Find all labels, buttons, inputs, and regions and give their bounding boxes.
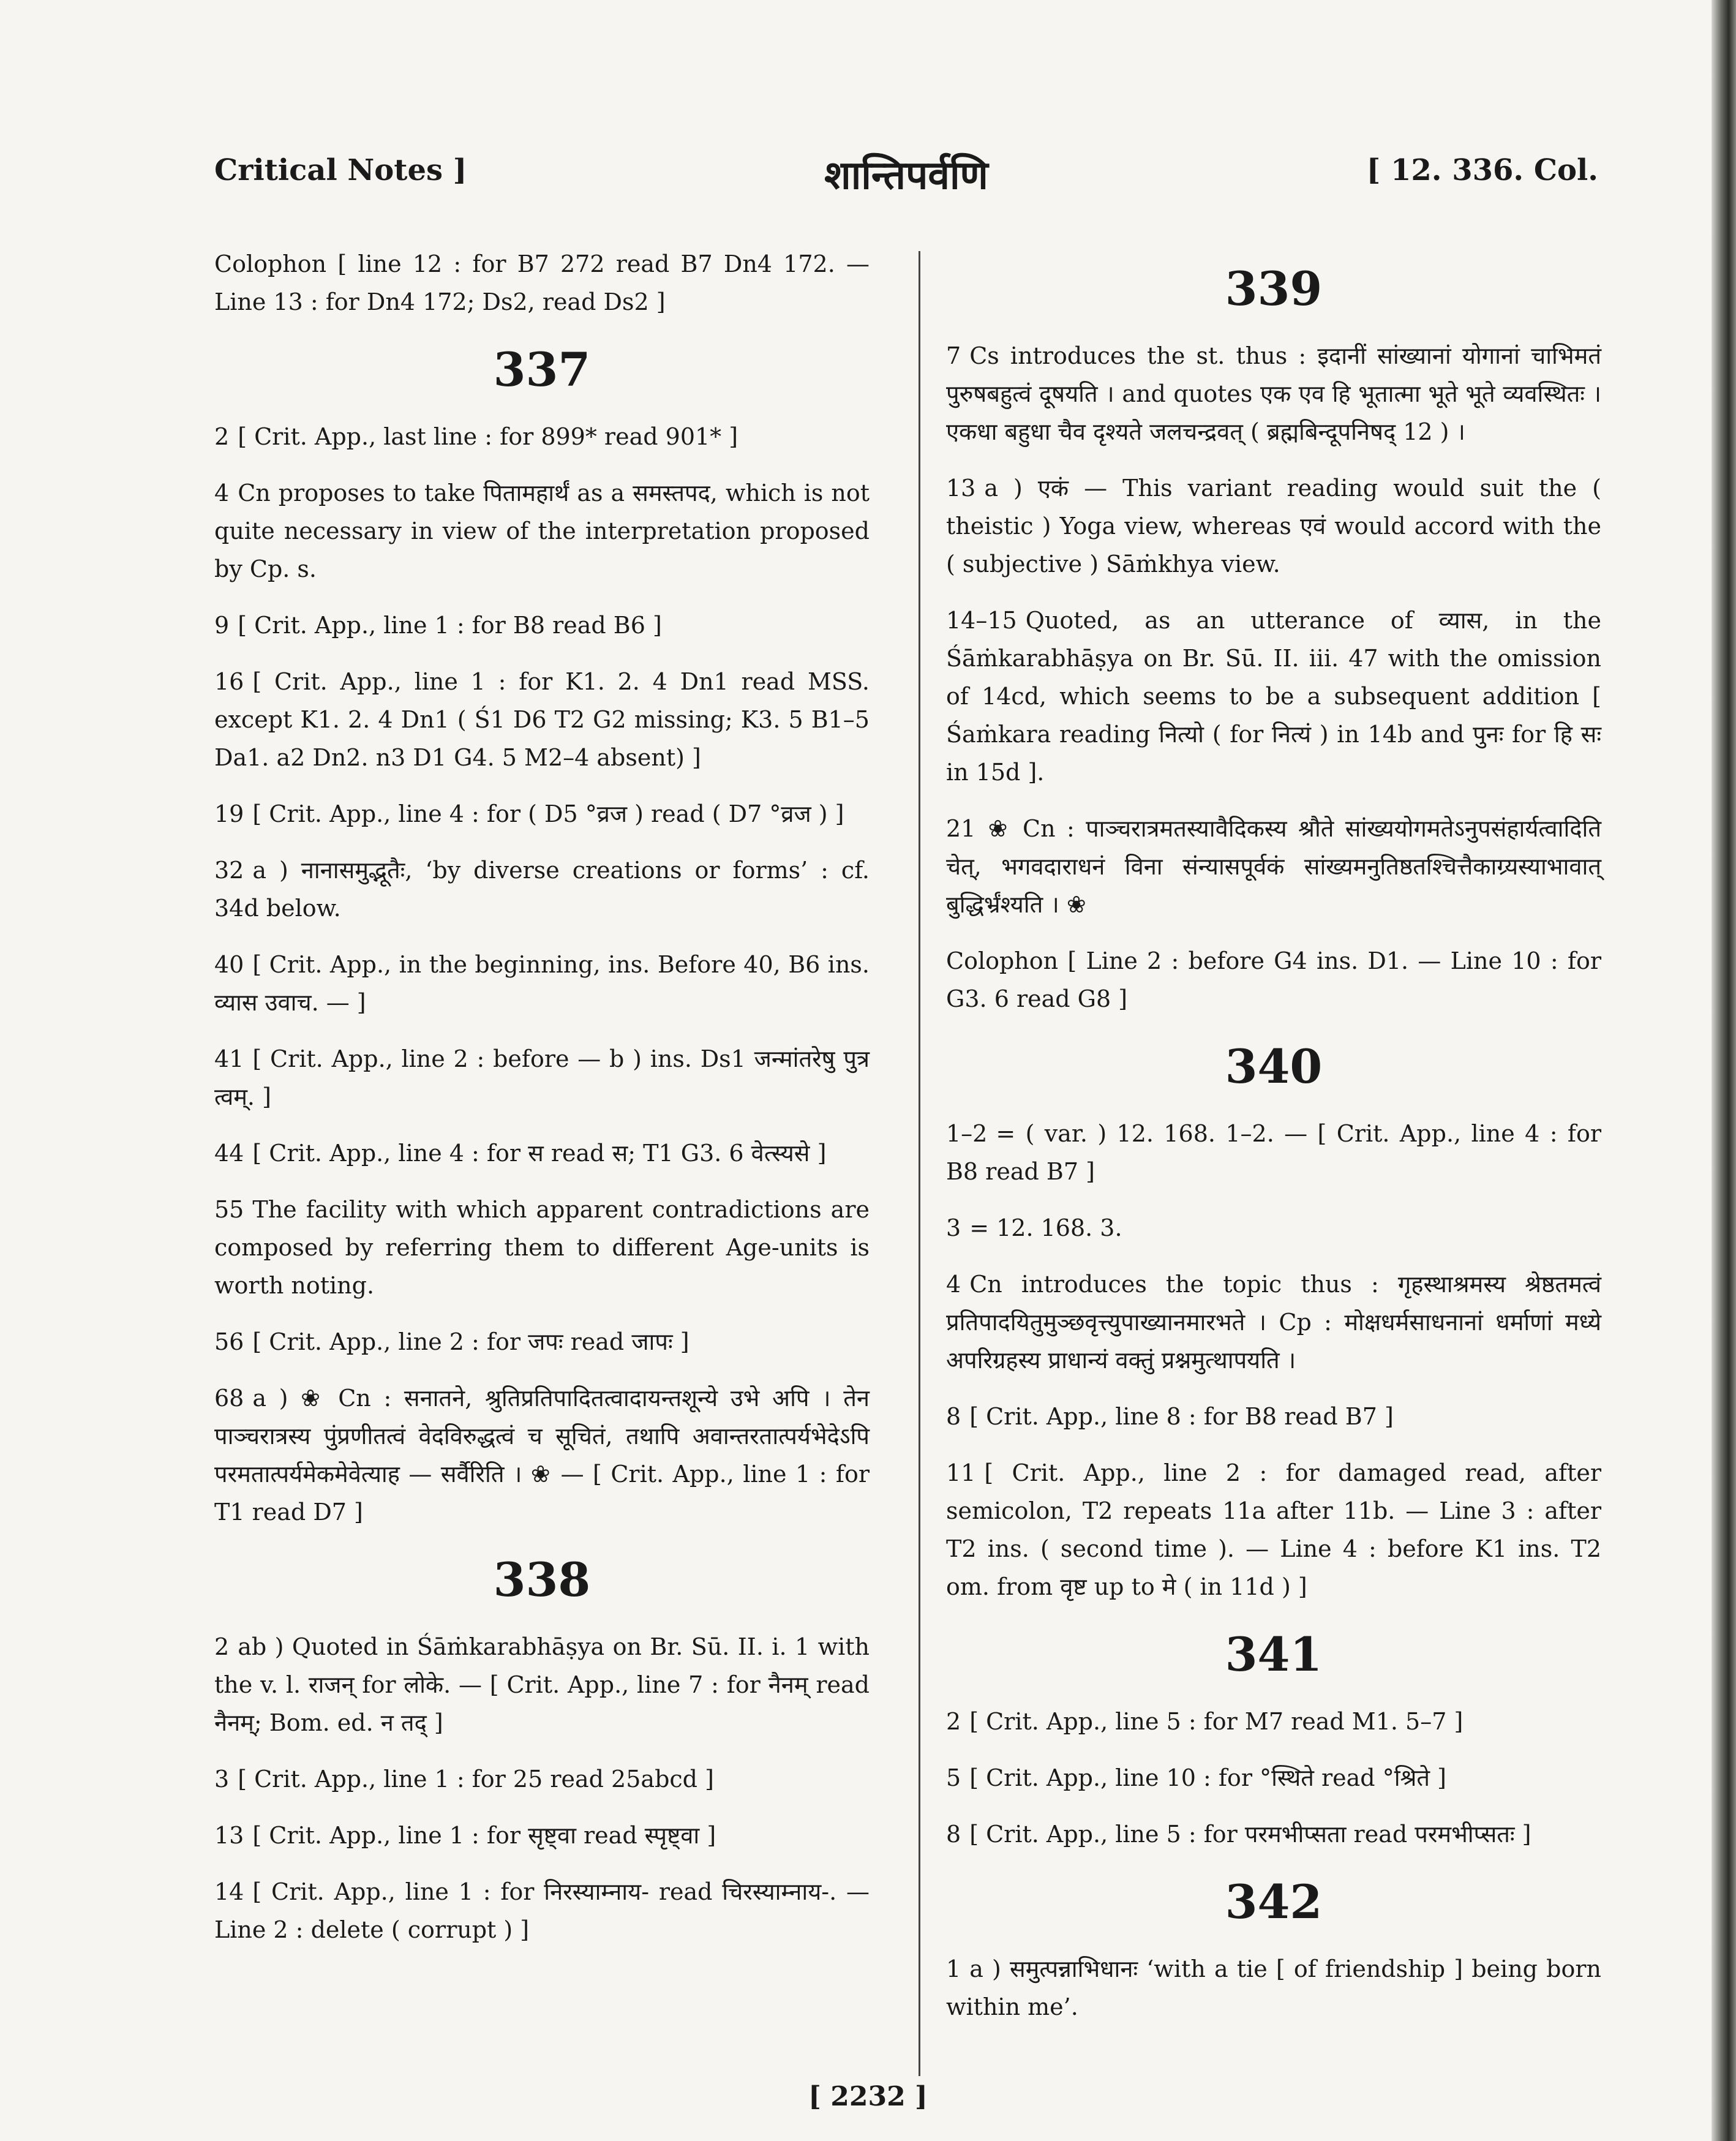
note-text: [ Crit. App., line 1 : for निरस्याम्नाय- read चिरस्याम्नाय-. — Line 2 : delete ( corrupt ) ] [214,1878,870,1943]
critical-note [946,1115,1601,1191]
note-number: 8 [946,1403,961,1430]
critical-note [214,795,870,833]
note-number: 32 [214,857,244,884]
note-text: = ( var. ) 12. 168. 1–2. — [ Crit. App., line 4 : for B8 read B7 ] [946,1120,1601,1185]
note-text: [ Crit. App., line 5 : for परमभीप्सता read परमभीप्सतः ] [969,1821,1531,1848]
note-number: 55 [214,1196,244,1223]
critical-note [946,1815,1601,1853]
column-divider [919,251,920,2076]
critical-note [214,1379,870,1531]
note-text: [ Crit. App., line 1 : for K1. 2. 4 Dn1 read MSS. except K1. 2. 4 Dn1 ( Ś1 D6 T2 G2 missing; K3. 5 B1–5 Da1. a2 Dn2. n3 D1 G4. 5 M2–4 absent) ] [214,668,870,771]
note-number: 2 [946,1708,961,1735]
running-head-right: [ 12. 336. Col. [1366,153,1598,187]
critical-note [214,474,870,588]
note-number: 21 [946,815,976,842]
note-number: 2 [214,423,230,450]
critical-note [214,1628,870,1742]
note-number: 5 [946,1764,961,1791]
note-number: 2 [214,1633,230,1660]
chapter-heading: 340 [1225,1039,1323,1094]
critical-note [214,1191,870,1304]
chapter-heading: 337 [493,342,591,397]
note-number: 9 [214,612,230,639]
page-header [214,153,1598,208]
note-number: 68 [214,1385,244,1412]
note-text: ab ) Quoted in Śāṁkarabhāṣya on Br. Sū. II. i. 1 with the v. l. राजन् for लोके. — [ Crit. App., line 7 : for नैनम् read नैनम्; Bom. ed. न तद् ] [214,1633,870,1736]
note-text: [ Crit. App., line 4 : for स read स; T1 G3. 6 वेत्स्यसे ] [252,1140,827,1167]
note-text: a ) नानासमुद्भूतैः, ‘by diverse creations or forms’ : cf. 34d below. [214,857,870,922]
critical-note [214,1134,870,1172]
chapter-heading: 339 [1225,262,1323,316]
note-text: Cn proposes to take पितामहार्थं as a समस्तपद, which is not quite necessary in view of the interpretation proposed by Cp. s. [214,480,870,582]
note-text: Cn introduces the topic thus : गृहस्थाश्रमस्य श्रेष्ठतमत्वं प्रतिपादयितुमुञ्छवृत्त्युपाख्यानमारभते । Cp : मोक्षधर्मसाधनानां धर्माणां मध्ये अपरिग्रहस्य प्राधान्यं वक्तुं प्रश्नमुत्थापयति । [946,1271,1601,1374]
right-column [946,245,1601,2044]
note-text: Colophon [ line 12 : for B7 272 read B7 Dn4 172. — Line 13 : for Dn4 172; Ds2, read Ds2 ] [214,250,870,315]
critical-note [214,1040,870,1116]
note-text: [ Crit. App., line 2 : for जपः read जापः ] [252,1328,690,1355]
running-head-left: Critical Notes ] [214,153,467,187]
note-number: 14–15 [946,607,1017,634]
page-edge [1712,0,1736,2141]
note-text: ❀ Cn : पाञ्चरात्रमतस्यावैदिकस्य श्रौते सांख्ययोगमतेऽनुपसंहार्यत्वादिति चेत्, भगवदाराधनं विना संन्यासपूर्वकं सांख्यमनुतिष्ठतश्चित्तैकाग्र्यस्याभावात् बुद्धिर्भ्रंश्यति । ❀ [946,815,1601,918]
critical-note [214,1323,870,1361]
page-number: [ 2232 ] [808,2081,928,2112]
note-number: 14 [214,1878,244,1905]
left-column [214,245,870,1967]
note-number: 1–2 [946,1120,988,1147]
critical-note [946,469,1601,583]
critical-note [946,1759,1601,1797]
note-text: Cs introduces the st. thus : इदानीं सांख्यानां योगानां चाभिमतं पुरुषबहुत्वं दूषयति । and quotes एक एव हि भूतात्मा भूते भूते व्यवस्थितः । एकधा बहुधा चैव दृश्यते जलचन्द्रवत् ( ब्रह्मबिन्दूपनिषद् 12 ) । [946,342,1601,445]
critical-note [214,946,870,1022]
critical-note [214,663,870,777]
note-number: 3 [214,1766,230,1793]
note-number: 4 [946,1271,961,1298]
critical-note [214,1760,870,1798]
note-text: [ Crit. App., in the beginning, ins. Before 40, B6 ins. व्यास उवाच. — ] [214,951,870,1016]
chapter-heading: 342 [1225,1875,1323,1929]
note-text: a ) ❀ Cn : सनातने, श्रुतिप्रतिपादितत्वादायन्तशून्ये उभे अपि । तेन पाञ्चरात्रस्य पुंप्रणीतत्वं वेदविरुद्धत्वं च सूचितं, तथापि अवान्तरतात्पर्यभेदेऽपि परमतात्पर्यमेकमेवेत्याह — सर्वैरिति । ❀ — [ Crit. App., line 1 : for T1 read D7 ] [214,1385,870,1526]
note-number: 8 [946,1821,961,1848]
note-number: 19 [214,800,244,827]
note-text: The facility with which apparent contradictions are composed by referring them to different Age-units is worth noting. [214,1196,870,1299]
critical-note [946,601,1601,791]
critical-note [214,1816,870,1854]
note-number: 44 [214,1140,244,1167]
note-number: 16 [214,668,244,695]
note-text: [ Crit. App., line 4 : for ( D5 °व्रज ) read ( D7 °व्रज ) ] [252,800,844,827]
critical-note [946,810,1601,924]
note-text: a ) समुत्पन्नाभिधानः ‘with a tie [ of friendship ] being born within me’. [946,1955,1601,2020]
note-text: [ Crit. App., line 8 : for B8 read B7 ] [969,1403,1394,1430]
note-text: [ Crit. App., line 10 : for °स्थिते read °श्रिते ] [969,1764,1447,1791]
critical-note [214,418,870,456]
note-number: 13 [946,475,976,502]
critical-note [214,1873,870,1949]
critical-note [946,337,1601,451]
note-number: 40 [214,951,244,978]
note-number: 11 [946,1459,976,1486]
critical-note [214,851,870,927]
note-number: 4 [214,480,230,506]
note-text: = 12. 168. 3. [969,1214,1122,1241]
critical-note [946,1703,1601,1740]
note-number: 41 [214,1045,244,1072]
critical-note [946,1398,1601,1435]
note-text: Quoted, as an utterance of व्यास, in the Śāṁkarabhāṣya on Br. Sū. II. iii. 47 with the omission of 14cd, which seems to be a subsequent addition [ Śaṁkara reading नित्यो ( for नित्यं ) in 14b and पुनः for हि सः in 15d ]. [946,607,1601,786]
note-number: 7 [946,342,961,369]
note-number: 13 [214,1822,244,1849]
critical-note [946,1265,1601,1379]
note-text: Colophon [ Line 2 : before G4 ins. D1. — Line 10 : for G3. 6 read G8 ] [946,947,1601,1012]
note-number: 1 [946,1955,961,1982]
critical-note [946,942,1601,1018]
running-head-center: शान्तिपर्वणि [824,152,988,198]
note-text: a ) एकं — This variant reading would suit the ( theistic ) Yoga view, whereas एवं would accord with the ( subjective ) Sāṁkhya view. [946,475,1601,578]
critical-note [214,245,870,321]
critical-note [946,1454,1601,1606]
note-number: 56 [214,1328,244,1355]
note-text: [ Crit. App., line 1 : for B8 read B6 ] [238,612,662,639]
chapter-heading: 338 [493,1552,591,1607]
chapter-heading: 341 [1225,1627,1323,1682]
note-text: [ Crit. App., line 1 : for 25 read 25abcd ] [238,1766,714,1793]
critical-note [946,1950,1601,2026]
critical-note [214,606,870,644]
note-text: [ Crit. App., line 1 : for सृष्ट्वा read स्पृष्ट्वा ] [252,1822,716,1849]
note-text: [ Crit. App., last line : for 899* read 901* ] [238,423,738,450]
note-text: [ Crit. App., line 5 : for M7 read M1. 5–7 ] [969,1708,1464,1735]
note-text: [ Crit. App., line 2 : for damaged read, after semicolon, T2 repeats 11a after 11b. — Line 3 : after T2 ins. ( second time ). — Line 4 : before K1 ins. T2 om. from वृष्ट up to मे ( in 11d ) ] [946,1459,1601,1600]
note-text: [ Crit. App., line 2 : before — b ) ins. Ds1 जन्मांतरेषु पुत्र त्वम्. ] [214,1045,870,1110]
note-number: 3 [946,1214,961,1241]
critical-note [946,1209,1601,1247]
